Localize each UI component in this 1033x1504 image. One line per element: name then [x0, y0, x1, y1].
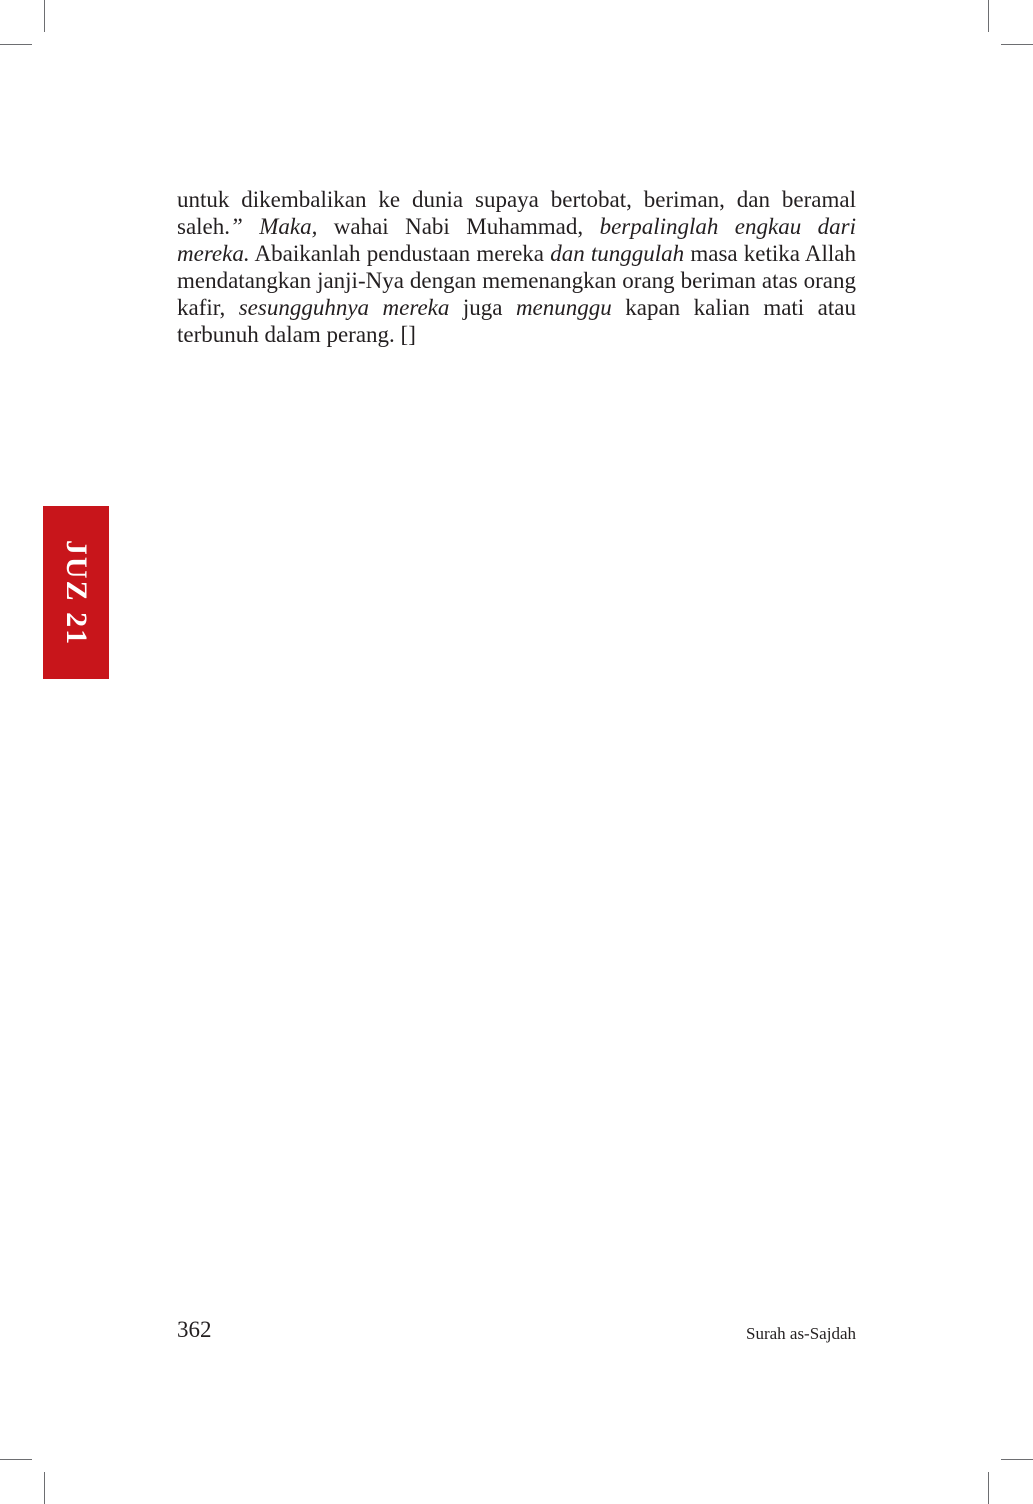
text-segment-italic: sesungguhnya mereka — [238, 295, 450, 320]
crop-mark — [1001, 44, 1033, 45]
crop-mark — [0, 1459, 32, 1460]
crop-mark — [988, 0, 989, 32]
text-segment-italic: menunggu — [515, 295, 612, 320]
text-segment: masa ketika Allah mendatangkan janji-Nya dengan memenangkan orang beriman atas orang kafir, — [177, 241, 856, 320]
text-segment-italic: berpalinglah engkau dari mereka. — [177, 214, 856, 266]
juz-side-tab — [43, 506, 109, 679]
crop-mark — [988, 1472, 989, 1504]
text-segment: juga — [449, 295, 516, 320]
text-segment-italic: dan tunggulah — [550, 241, 685, 266]
text-segment: untuk dikembalikan ke dunia supaya bertobat, beriman, dan beramal saleh. — [177, 187, 856, 239]
juz-label: JUZ 21 — [60, 539, 93, 646]
body-paragraph — [177, 186, 856, 348]
text-segment: Abaikanlah pendustaan mereka — [249, 241, 551, 266]
page-number: 362 — [177, 1317, 212, 1342]
crop-mark — [44, 1472, 45, 1504]
text-segment: kapan kalian mati atau terbunuh dalam perang. [] — [177, 295, 856, 347]
crop-mark — [0, 44, 32, 45]
crop-mark — [1001, 1459, 1033, 1460]
running-footer-title: Surah as-Sajdah — [745, 1324, 856, 1343]
text-segment-italic: ” Maka, — [230, 214, 318, 239]
text-segment: wahai Nabi Muhammad, — [317, 214, 600, 239]
crop-mark — [44, 0, 45, 32]
